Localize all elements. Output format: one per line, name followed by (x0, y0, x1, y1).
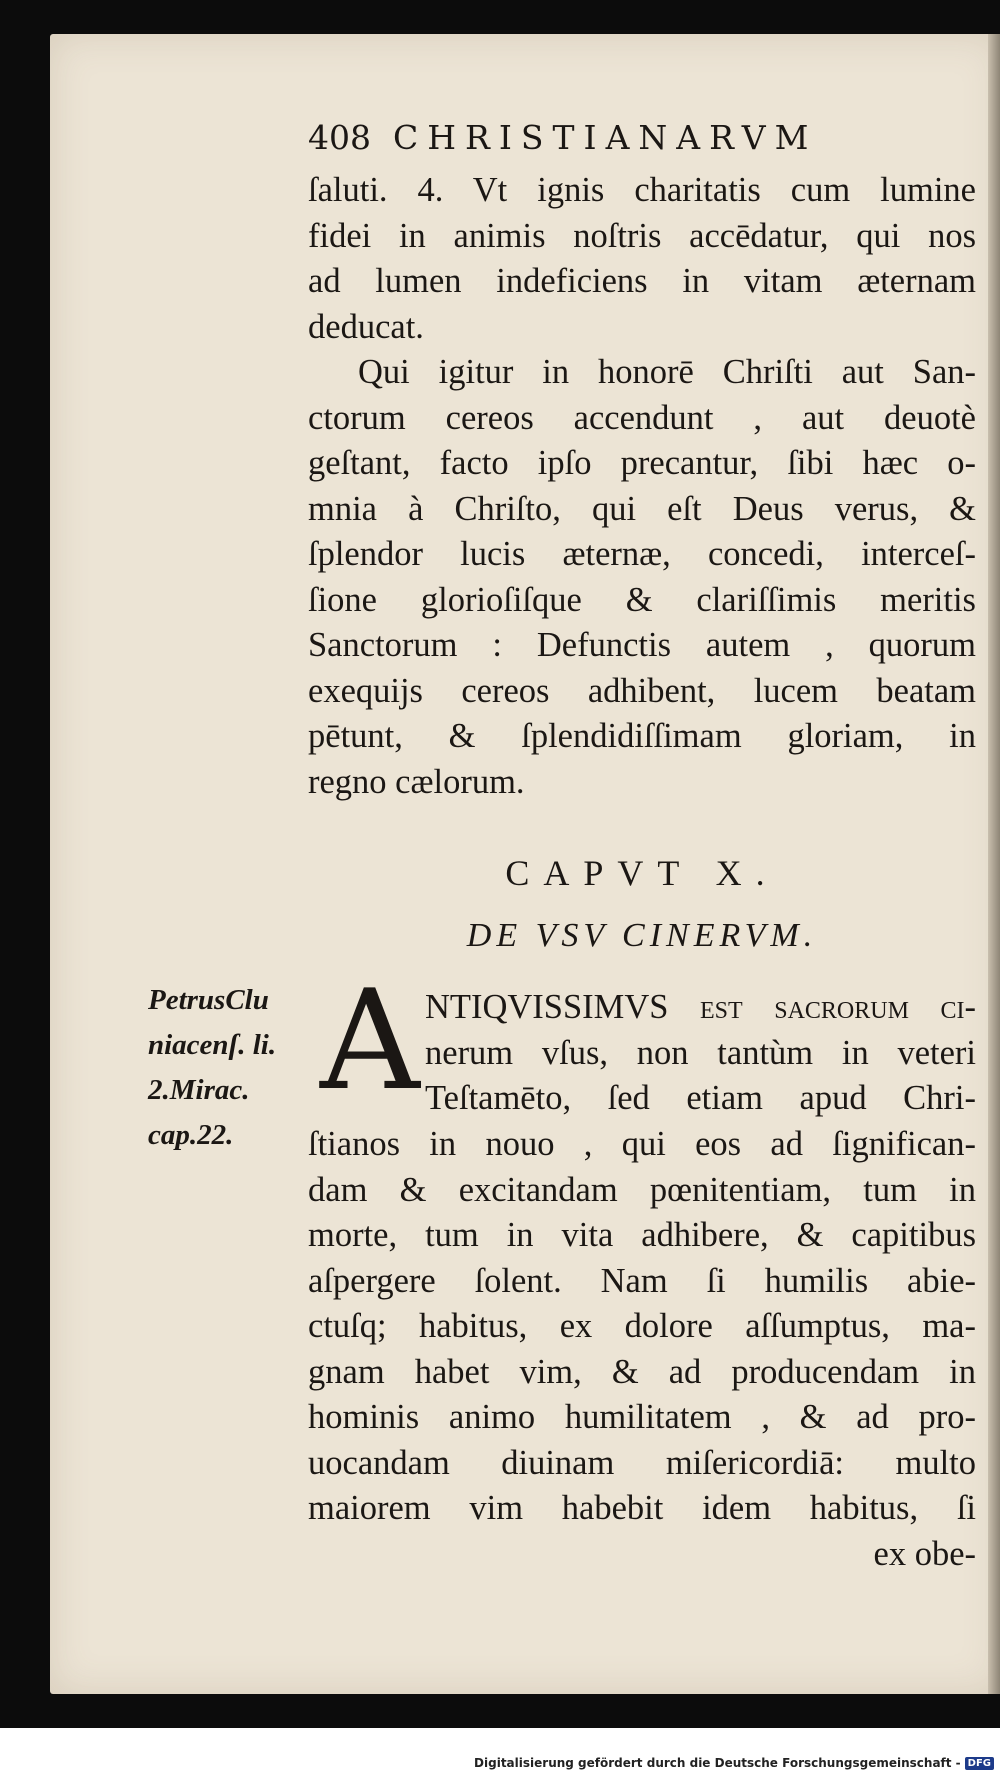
text-line: uocandam diuinam miſericordiā: multo (308, 1443, 976, 1482)
credit-text: Digitalisierung gefördert durch die Deutsche Forschungsgemeinschaft - (474, 1756, 961, 1770)
text-line: morte, tum in vita adhibere, & capitibus (308, 1216, 976, 1254)
text-line: regno cælorum. (308, 762, 525, 801)
text-line: geſtant, facto ipſo precantur, ſibi hæc o- (308, 444, 976, 482)
paragraph-1 (308, 168, 976, 350)
marginal-note-line: cap.22. (148, 1119, 234, 1151)
text-line: Sanctorum : Defunctis autem , quorum (308, 626, 976, 664)
text-line: hominis animo humilitatem , & ad pro- (308, 1398, 976, 1436)
paragraph-3 (308, 1122, 976, 1577)
text-line: ſplendor lucis æternæ, concedi, interceſ- (308, 535, 976, 573)
page-header (308, 118, 817, 157)
text-line: fidei in animis noſtris accēdatur, qui nos (308, 216, 976, 255)
text-line: ctorum cereos accendunt , aut deuotè (308, 398, 976, 437)
text-line: Qui igitur in honorē Chriſti aut San- (358, 353, 976, 391)
dfg-logo: DFG (965, 1757, 994, 1770)
text-line: aſpergere ſolent. Nam ſi humilis abie- (308, 1261, 976, 1300)
running-title: CHRISTIANARVM (393, 118, 818, 157)
drop-cap-initial: A (320, 960, 420, 1121)
text-line: maiorem vim habebit idem habitus, ſi (308, 1489, 976, 1527)
text-line: ctuſq; habitus, ex dolore aſſumptus, ma- (308, 1307, 976, 1345)
text-line: exequijs cereos adhibent, lucem beatam (308, 671, 976, 710)
text-line: ad lumen indeficiens in vitam æternam (308, 262, 976, 300)
text-line: pētunt, & ſplendidiſſimam gloriam, in (308, 717, 976, 755)
chapter-subtitle: DE VSV CINERVM. (466, 917, 818, 954)
text-line: gnam habet vim, & ad producendam in (308, 1352, 976, 1391)
text-line: ſione glorioſiſque & clariſſimis meritis (308, 580, 976, 619)
paragraph-2 (308, 350, 976, 805)
text-line: deducat. (308, 307, 424, 346)
digitization-credit (474, 1756, 994, 1770)
text-line: nerum vſus, non tantùm in veteri (425, 1033, 976, 1072)
text-line: ſtianos in nouo , qui eos ad ſignifican- (308, 1125, 976, 1163)
marginal-note-line: PetrusClu (148, 984, 269, 1016)
text-line: dam & excitandam pœnitentiam, tum in (308, 1170, 976, 1209)
marginal-note (148, 978, 318, 1158)
marginal-note-line: niacenſ. li. (148, 1029, 277, 1061)
page-number: 408 (308, 118, 371, 157)
text-line: NTIQVISSIMVS eſt ſacrorum ci- (425, 988, 976, 1026)
paragraph-3-opening (425, 985, 976, 1122)
marginal-note-line: 2.Mirac. (148, 1074, 250, 1106)
text-line: mnia à Chriſto, qui eſt Deus verus, & (308, 489, 976, 528)
catchword: ex obe- (873, 1534, 976, 1573)
text-line: ſaluti. 4. Vt ignis charitatis cum lumine (308, 171, 976, 209)
chapter-title: CAPVT X. (505, 853, 779, 893)
page-edge (988, 34, 1000, 1694)
text-line: Teſtamēto, ſed etiam apud Chri- (425, 1079, 976, 1117)
